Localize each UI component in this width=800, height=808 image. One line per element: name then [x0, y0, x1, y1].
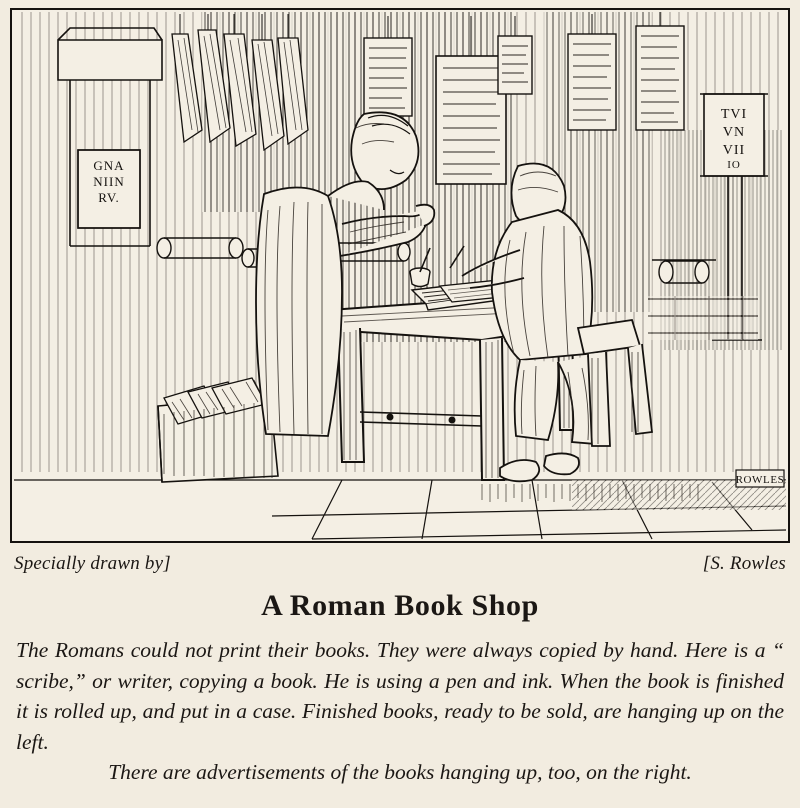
body-text [16, 635, 784, 788]
body-paragraph: The Romans could not print their books. They were always copied by hand. Here is a “ scribe,” or writer, copying a book. He is using a pen and ink. When the book is finished it is rolled up, and put in a case. Finished books, ready to be sold, are hanging up on the left. [16, 638, 784, 754]
page-title: A Roman Book Shop [261, 589, 539, 622]
body-last-line: There are advertisements of the books hanging up, too, on the right. [108, 760, 692, 785]
roman-book-shop-drawing [12, 10, 788, 541]
illustration-artwork [12, 10, 788, 541]
artist-signature: ROWLES [735, 474, 785, 486]
svg-text:NIIN: NIIN [93, 174, 125, 189]
svg-text:VII: VII [722, 143, 746, 158]
credit-left: Specially drawn by] [14, 553, 171, 574]
credit-right: [S. Rowles [702, 553, 786, 574]
svg-text:TVI: TVI [720, 107, 748, 122]
credit-line [14, 553, 786, 575]
svg-text:VN: VN [722, 125, 746, 140]
illustration-frame [10, 8, 790, 543]
svg-text:IO: IO [727, 159, 741, 171]
svg-text:GNA: GNA [93, 158, 125, 173]
page [0, 8, 800, 808]
svg-text:RV.: RV. [98, 190, 120, 205]
